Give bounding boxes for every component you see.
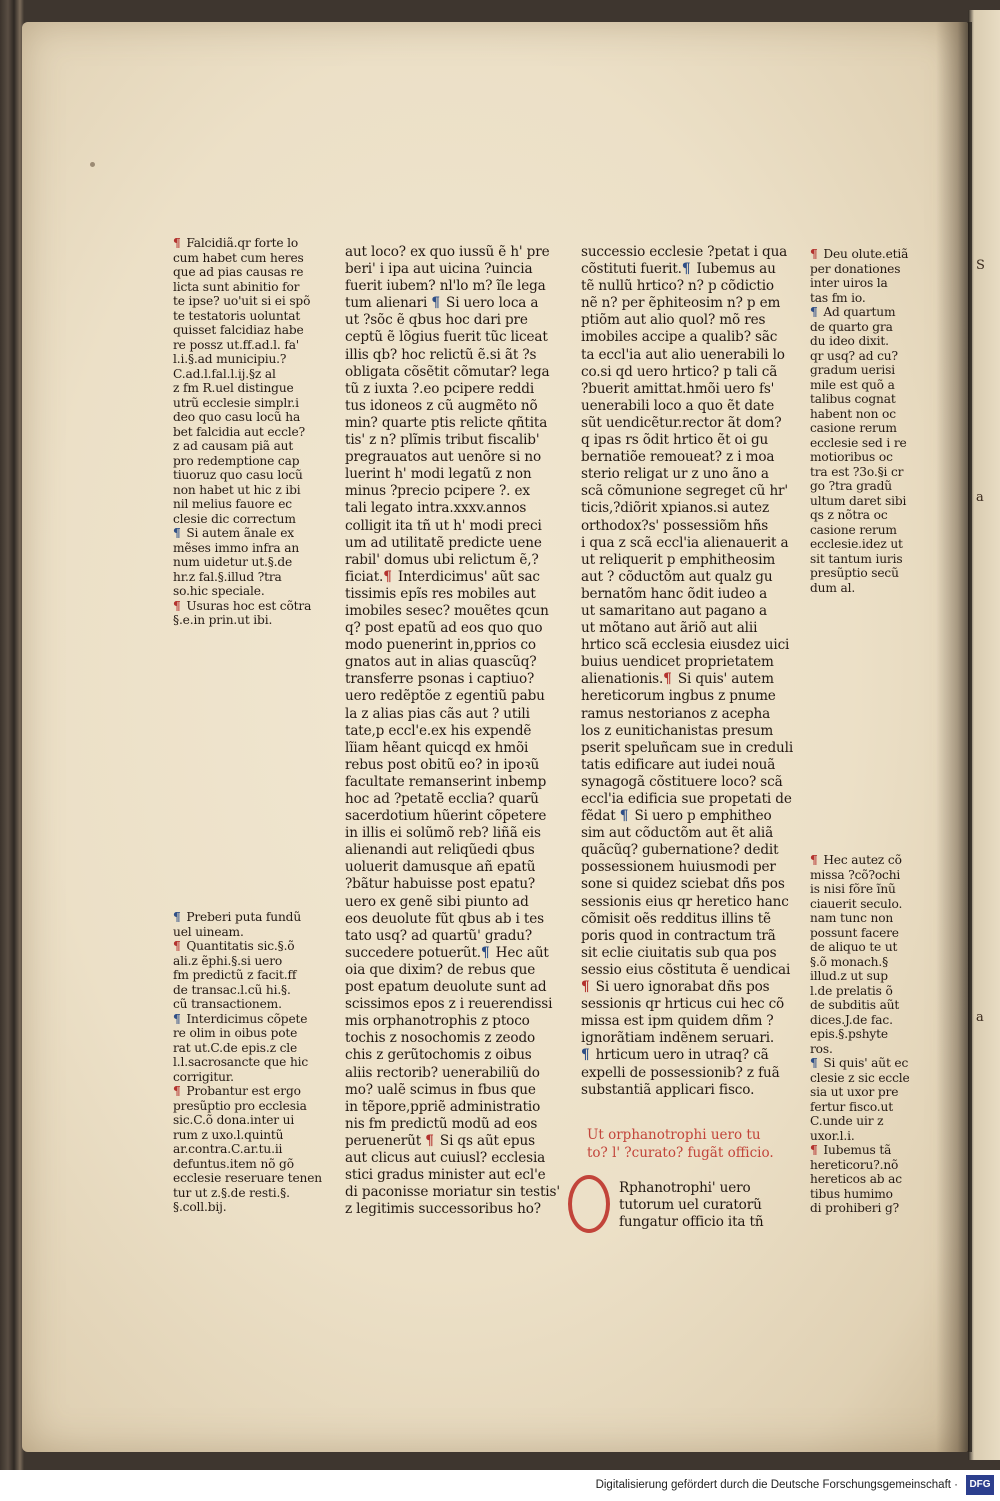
text-line: defuntus.item nõ gõ bbox=[173, 1156, 294, 1171]
text-line: gradum uerisi bbox=[810, 363, 895, 377]
paragraph-mark-icon: ¶ bbox=[173, 1084, 181, 1098]
text-line: is nisi fõre ĩnũ bbox=[810, 882, 896, 896]
text-line: ciauerit seculo. bbox=[810, 896, 903, 911]
text-line: motioribus oc bbox=[810, 450, 893, 464]
text-line: ecclesie sed i re bbox=[810, 435, 907, 450]
text-line: chis z gerũtochomis z oibus bbox=[345, 1047, 532, 1064]
text-line: ceptũ ẽ lõgius fuerit tũc liceat bbox=[345, 329, 548, 346]
facing-page-fragment: S bbox=[976, 258, 985, 273]
text-line: poris quod in contractum trã bbox=[581, 927, 776, 944]
text-line: ficiat.¶ Interdicimus' aũt sac bbox=[345, 568, 540, 585]
text-line: tutorum uel curatorũ bbox=[619, 1197, 762, 1214]
text-line: scissimos epos z i reuerendissi bbox=[345, 996, 553, 1013]
paragraph-mark-icon: ¶ bbox=[173, 1011, 181, 1026]
paragraph-mark-icon: ¶ bbox=[810, 853, 818, 867]
main-text-column-2 bbox=[581, 244, 793, 1099]
text-line: peruenerũt ¶ Si qs aũt epus bbox=[345, 1132, 535, 1149]
text-line: ut mõtano aut ãriõ aut alii bbox=[581, 620, 758, 637]
text-line: du ideo dixit. bbox=[810, 334, 889, 348]
text-line: ¶ Usuras hoc est cõtra bbox=[173, 598, 312, 613]
text-line: colligit ita tñ ut h' modi preci bbox=[345, 517, 542, 534]
text-line: missa ?cõ?ochi bbox=[810, 867, 901, 882]
text-line: quisset falcidiaz habe bbox=[173, 323, 304, 337]
text-line: cũ transactionem. bbox=[173, 997, 282, 1011]
text-line: hoc ad ?petatẽ ecclia? quarũ bbox=[345, 791, 539, 807]
text-line: presũptio pro ecclesia bbox=[173, 1098, 307, 1113]
text-line: tũ z iuxta ?.eo pcipere reddi bbox=[345, 380, 535, 397]
paragraph-mark-icon: ¶ bbox=[173, 939, 181, 953]
text-line: eccl'ia edificia sue propetati de bbox=[581, 791, 792, 807]
text-line: obligata cõsẽtit cõmutar? lega bbox=[345, 363, 550, 380]
text-line: rum z uxo.l.quintũ bbox=[173, 1127, 284, 1142]
text-line: cõmisit oẽs redditus illins tẽ bbox=[581, 910, 771, 927]
text-line: ut reliquerit p emphitheosim bbox=[581, 551, 776, 568]
text-line: ¶ hrticum uero in utraq? cã bbox=[581, 1047, 769, 1064]
text-line: nis fm predictũ modũ ad eos bbox=[345, 1115, 538, 1132]
text-line: l.l.sacrosancte que hic bbox=[173, 1055, 309, 1069]
text-line: scã cõmunione segreget cũ hr' bbox=[581, 483, 788, 500]
text-line: uoluerit damusque añ epatũ bbox=[345, 859, 536, 876]
text-line: q ipas rs õdit hrtico ẽt oi gu bbox=[581, 432, 769, 449]
text-line: post epatum deuolute sunt ad bbox=[345, 979, 547, 996]
text-line: casione rerum bbox=[810, 421, 897, 435]
text-line: ut ?sõc ẽ qbus hoc dari pre bbox=[345, 312, 528, 329]
text-line: sic.C.õ dona.inter ui bbox=[173, 1113, 295, 1127]
text-line: z ad causam piã aut bbox=[173, 439, 294, 453]
text-line: sone si quidez sciebat dñs pos bbox=[581, 876, 785, 893]
gloss-right-top bbox=[810, 247, 908, 595]
text-line: mẽses immo infra an bbox=[173, 540, 300, 555]
text-line: de transac.l.cũ hi.§. bbox=[173, 982, 291, 997]
text-line: qr usq? ad cu? bbox=[810, 348, 898, 363]
text-line: nil melius fauore ec bbox=[173, 497, 292, 511]
gloss-left-bottom bbox=[173, 910, 322, 1215]
text-line: cõstituti fuerit.¶ Iubemus au bbox=[581, 261, 776, 278]
paragraph-mark-icon: ¶ bbox=[581, 979, 590, 996]
text-line: succedere potuerũt.¶ Hec aũt bbox=[345, 944, 549, 961]
rubric-heading-line-1: Ut orphanotrophi uero tu bbox=[587, 1127, 761, 1143]
text-line: mile est quõ a bbox=[810, 377, 895, 392]
text-line: hereticoru?.nõ bbox=[810, 1157, 899, 1172]
text-line: ¶ Si autem ãnale ex bbox=[173, 526, 295, 540]
paragraph-mark-icon: ¶ bbox=[173, 910, 181, 924]
text-line: tur ut z.§.de resti.§. bbox=[173, 1185, 290, 1200]
page-gutter-shadow bbox=[936, 22, 972, 1452]
text-line: tate,p eccl'e.ex his expendẽ bbox=[345, 722, 532, 739]
main-text-column-1 bbox=[345, 244, 560, 1218]
text-line: aut loco? ex quo iussũ ẽ h' pre bbox=[345, 244, 550, 260]
text-line: ¶ Ad quartum bbox=[810, 305, 896, 319]
text-line: aliis rectorib? uenerabiliũ do bbox=[345, 1064, 540, 1081]
facing-page-fragment: a bbox=[976, 1010, 984, 1025]
text-line: de quarto gra bbox=[810, 319, 893, 334]
text-line: bernatiõe remoueat? z i moa bbox=[581, 449, 775, 466]
funding-credit: Digitalisierung gefördert durch die Deutsche Forschungsgemeinschaft · bbox=[595, 1479, 958, 1491]
text-line: bet falcidia aut eccle? bbox=[173, 424, 305, 439]
text-line: stici gradus minister aut ecl'e bbox=[345, 1167, 546, 1184]
paragraph-mark-icon: ¶ bbox=[810, 1143, 818, 1157]
text-line: sacerdotium hũerint cõpetere bbox=[345, 808, 547, 825]
text-line: fungatur officio ita tñ bbox=[619, 1214, 764, 1231]
dfg-logo: DFG bbox=[966, 1475, 994, 1495]
text-line: ¶ Quantitatis sic.§.õ bbox=[173, 939, 295, 953]
text-line: tochis z nosochomis z zeodo bbox=[345, 1030, 536, 1047]
text-line: tissimis epĩs res mobiles aut bbox=[345, 585, 536, 602]
text-line: Rphanotrophi' uero bbox=[619, 1180, 751, 1196]
text-line: corrigitur. bbox=[173, 1069, 234, 1084]
text-line: z fm R.uel distingue bbox=[173, 381, 294, 395]
text-line: ¶ Deu olute.etiã bbox=[810, 247, 909, 261]
text-line: epis.§.pshyte bbox=[810, 1027, 888, 1041]
footer-bar bbox=[0, 1470, 1000, 1501]
paragraph-mark-icon: ¶ bbox=[173, 598, 181, 613]
text-line: C.unde uir z bbox=[810, 1114, 884, 1128]
text-line: ros. bbox=[810, 1041, 833, 1056]
paragraph-mark-icon: ¶ bbox=[663, 671, 672, 688]
text-line: hr.z fal.§.illud ?tra bbox=[173, 569, 282, 584]
text-line: l.i.§.ad municipiu.? bbox=[173, 352, 287, 366]
paragraph-mark-icon: ¶ bbox=[383, 568, 392, 585]
text-line: aut ? cõductõm aut qualz gu bbox=[581, 568, 773, 585]
text-line: l.de prelatis õ bbox=[810, 983, 893, 998]
text-line: in tẽpore,ppriẽ administratio bbox=[345, 1098, 541, 1115]
paragraph-mark-icon: ¶ bbox=[480, 944, 490, 961]
text-line: ecclesie reseruare tenen bbox=[173, 1171, 322, 1185]
text-line: tas fm io. bbox=[810, 290, 866, 305]
text-line: q? post epatũ ad eos quo quo bbox=[345, 620, 543, 637]
text-line: lĩiam hẽant quicqd ex hmõi bbox=[345, 739, 529, 756]
text-line: fẽdat ¶ Si uero p emphitheo bbox=[581, 808, 772, 825]
text-line: co.si qd uero hrtico? p tali cã bbox=[581, 363, 778, 380]
text-line: los z eunitichanistas presum bbox=[581, 722, 774, 739]
text-line: uero redẽptõe z egentiũ pabu bbox=[345, 688, 545, 705]
text-line: hereticorum ingbus z pnume bbox=[581, 688, 776, 705]
text-line: non habet ut hic z ibi bbox=[173, 482, 301, 497]
gloss-right-bottom bbox=[810, 853, 910, 1216]
paragraph-mark-icon: ¶ bbox=[810, 247, 818, 261]
text-line: inter uiros la bbox=[810, 276, 888, 290]
text-line: ali.z ẽphi.§.si uero bbox=[173, 953, 283, 968]
text-line: mis orphanotrophis z ptoco bbox=[345, 1013, 530, 1030]
paragraph-mark-icon: ¶ bbox=[619, 808, 629, 825]
text-line: utrũ ecclesie simplr.i bbox=[173, 395, 299, 410]
text-line: fuerit iubem? nl'lo m? ĩle lega bbox=[345, 278, 546, 295]
text-line: num uidetur ut.§.de bbox=[173, 555, 293, 569]
text-line: ptiõm aut alio quol? mõ res bbox=[581, 312, 766, 329]
text-line: ta eccl'ia aut alio uenerabili lo bbox=[581, 346, 785, 363]
text-line: deo quo casu locũ ha bbox=[173, 410, 301, 424]
text-line: tum alienari ¶ Si uero loca a bbox=[345, 295, 539, 312]
text-line: per donationes bbox=[810, 261, 901, 276]
text-line: quãcũq? gubernatione? dedit bbox=[581, 842, 779, 859]
paragraph-mark-icon: ¶ bbox=[810, 1056, 818, 1070]
text-line: §.coll.bij. bbox=[173, 1200, 227, 1214]
text-line: habent non oc bbox=[810, 406, 896, 421]
text-line: ¶ Si quis' aũt ec bbox=[810, 1056, 909, 1070]
text-line: possunt facere bbox=[810, 925, 899, 940]
text-line: minus ?precio pcipere ?. ex bbox=[345, 483, 530, 500]
text-line: eos deuolute fũt qbus ab i tes bbox=[345, 910, 544, 927]
text-line: rat ut.C.de epis.z cle bbox=[173, 1040, 298, 1055]
text-line: tis' z n? plĩmis tribut fiscalib' bbox=[345, 432, 540, 449]
text-line: ?buerit amittat.hmõi uero fs' bbox=[581, 380, 775, 397]
text-line: tato usq? ad quartũ' gradu? bbox=[345, 927, 533, 944]
paragraph-mark-icon: ¶ bbox=[431, 295, 440, 312]
text-line: alienationis.¶ Si quis' autem bbox=[581, 671, 774, 688]
text-line: buius uendicet proprietatem bbox=[581, 654, 774, 671]
text-line: tẽ nullũ hrtico? n? p cõdictio bbox=[581, 278, 774, 295]
text-line: uenerabili loco a quo ẽt date bbox=[581, 397, 775, 414]
text-line: hereticos ab ac bbox=[810, 1172, 902, 1186]
text-line: aut clicus aut cuiusl? ecclesia bbox=[345, 1149, 546, 1166]
page-mark bbox=[90, 162, 95, 167]
text-line: nẽ n? per ẽphiteosim n? p em bbox=[581, 295, 781, 312]
text-line: di prohiberi g? bbox=[810, 1201, 899, 1215]
text-line: ¶ Si uero ignorabat dñs pos bbox=[581, 979, 770, 996]
main-text-column-2-continued bbox=[619, 1180, 763, 1231]
text-line: luerint h' modi legatũ z non bbox=[345, 466, 532, 483]
text-line: te testatoris uoluntat bbox=[173, 308, 301, 323]
text-line: oia que dixim? de rebus que bbox=[345, 961, 536, 978]
text-line: ecclesie.idez ut bbox=[810, 537, 903, 551]
text-line: mo? ualẽ scimus in fbus que bbox=[345, 1081, 536, 1098]
text-line: pro redemptione cap bbox=[173, 453, 300, 468]
text-line: sit tantum iuris bbox=[810, 551, 903, 566]
decorated-initial-o bbox=[568, 1175, 610, 1233]
text-line: tiuoruz quo casu locũ bbox=[173, 468, 303, 482]
text-line: dices.J.de fac. bbox=[810, 1012, 893, 1027]
text-line: fm predictũ z facit.ff bbox=[173, 968, 297, 982]
paragraph-mark-icon: ¶ bbox=[425, 1132, 434, 1149]
paragraph-mark-icon: ¶ bbox=[173, 236, 181, 250]
text-line: expelli de possessionib? z fuã bbox=[581, 1064, 780, 1081]
text-line: §.e.in prin.ut ibi. bbox=[173, 613, 273, 627]
text-line: alienandi aut reliqũedi qbus bbox=[345, 842, 535, 859]
text-line: sessio eius cõstituta ẽ uendicai bbox=[581, 961, 791, 978]
text-line: um ad utilitatẽ predicte uene bbox=[345, 534, 542, 551]
text-line: transferre psonas i captiuo? bbox=[345, 671, 535, 688]
text-line: sit eclie ciuitatis sub qua pos bbox=[581, 944, 777, 961]
text-line: §.õ monach.§ bbox=[810, 954, 889, 969]
text-line: pserit speluñcam sue in creduli bbox=[581, 739, 794, 756]
text-line: re olim in oibus pote bbox=[173, 1026, 298, 1040]
text-line: orthodox?s' possessiõm hñs bbox=[581, 517, 769, 534]
text-line: di paconisse moriatur sin testis' bbox=[345, 1184, 560, 1201]
text-line: uel uineam. bbox=[173, 924, 244, 939]
text-line: sessionis qr hrticus cui hec cõ bbox=[581, 996, 785, 1013]
text-line: ¶ Preberi puta fundũ bbox=[173, 910, 302, 924]
text-line: sessionis eius qr heretico hanc bbox=[581, 893, 789, 910]
text-line: successio ecclesie ?petat i qua bbox=[581, 244, 788, 260]
text-line: clesie dic correctum bbox=[173, 511, 296, 526]
text-line: sterio religat ur z uno ãno a bbox=[581, 466, 769, 483]
text-line: rebus post obitũ eo? in ipoꝛũ bbox=[345, 756, 540, 773]
text-line: go ?tra gradũ bbox=[810, 479, 893, 493]
paragraph-mark-icon: ¶ bbox=[810, 305, 818, 319]
text-line: C.ad.l.fal.l.ij.§z al bbox=[173, 366, 276, 381]
text-line: ?bãtur habuisse post epatu? bbox=[345, 876, 536, 893]
text-line: presũptio secũ bbox=[810, 566, 899, 580]
text-line: min? quarte ptis relicte qñtita bbox=[345, 414, 548, 431]
text-line: re possz ut.ff.ad.l. fa' bbox=[173, 337, 300, 352]
text-line: illud.z ut sup bbox=[810, 969, 888, 983]
text-line: tali legato intra.xxxv.annos bbox=[345, 500, 527, 517]
text-line: gnatos aut in alias quascũq? bbox=[345, 654, 537, 671]
text-line: que ad pias causas re bbox=[173, 265, 304, 279]
facing-page-fragment: a bbox=[976, 490, 984, 505]
text-line: z legitimis successoribus ho? bbox=[345, 1201, 541, 1218]
text-line: te ipse? uo'uit si ei spõ bbox=[173, 294, 311, 308]
text-line: tatis edificare aut iudei nouã bbox=[581, 756, 776, 773]
text-line: ¶ Iubemus tã bbox=[810, 1143, 892, 1157]
text-line: ar.contra.C.ar.tu.ii bbox=[173, 1142, 283, 1156]
text-line: substantiã applicari fisco. bbox=[581, 1081, 755, 1098]
text-line: tibus humimo bbox=[810, 1186, 893, 1201]
text-line: ¶ Probantur est ergo bbox=[173, 1084, 301, 1098]
text-line: in illis ei solũmõ reb? liñã eis bbox=[345, 825, 541, 842]
text-line: ¶ Falcidiã.qr forte lo bbox=[173, 236, 299, 250]
text-line: ramus nestorianos z acepha bbox=[581, 705, 771, 722]
text-line: casione rerum bbox=[810, 522, 897, 537]
gloss-left-top bbox=[173, 236, 311, 628]
text-line: modo puenerint in,pprios co bbox=[345, 637, 536, 654]
text-line: bernatõm hanc õdit iudeo a bbox=[581, 585, 768, 602]
text-line: missa est ipm quidem dñm ? bbox=[581, 1013, 774, 1030]
text-line: possessionem huiusmodi per bbox=[581, 859, 776, 876]
text-line: nam tunc non bbox=[810, 911, 894, 925]
text-line: de subditis aũt bbox=[810, 998, 900, 1012]
text-line: synagogã cõstituere loco? scã bbox=[581, 773, 783, 790]
text-line: so.hic speciale. bbox=[173, 584, 265, 598]
paragraph-mark-icon: ¶ bbox=[681, 261, 691, 278]
text-line: i qua z scã eccl'ia alienauerit a bbox=[581, 534, 789, 551]
text-line: pregrauatos aut uenõre si no bbox=[345, 449, 541, 466]
text-line: qs z nõtra oc bbox=[810, 508, 888, 522]
text-line: cum habet cum heres bbox=[173, 250, 304, 265]
text-line: sim aut cõductõm aut ẽt aliã bbox=[581, 825, 774, 842]
text-line: talibus cognat bbox=[810, 392, 896, 406]
text-line: imobiles sesec? mouẽtes qcun bbox=[345, 602, 549, 619]
paragraph-mark-icon: ¶ bbox=[173, 526, 181, 540]
text-line: sũt uendicẽtur.rector ãt dom? bbox=[581, 414, 782, 431]
text-line: uero ex genẽ sibi piunto ad bbox=[345, 893, 529, 910]
text-line: ¶ Interdicimus cõpete bbox=[173, 1011, 308, 1026]
text-line: facultate remanserint inbemp bbox=[345, 773, 547, 790]
text-line: hrtico scã ecclesia eiusdez uici bbox=[581, 637, 790, 654]
text-line: sia ut uxor pre bbox=[810, 1085, 899, 1099]
text-line: illis qb? hoc relictũ ẽ.si ãt ?s bbox=[345, 346, 537, 363]
text-line: rabil' domus ubi relictum ẽ,? bbox=[345, 551, 539, 568]
text-line: ultum daret sibi bbox=[810, 493, 907, 508]
text-line: fertur fisco.ut bbox=[810, 1099, 893, 1114]
text-line: uxor.l.i. bbox=[810, 1128, 855, 1143]
text-line: ¶ Hec autez cõ bbox=[810, 853, 902, 867]
text-line: clesie z sic eccle bbox=[810, 1070, 910, 1085]
rubric-heading-line-2: to? l' ?curato? fugãt officio. bbox=[587, 1145, 774, 1161]
text-line: la z alias pias cãs aut ? utili bbox=[345, 705, 530, 722]
text-line: ticis,?diõrit xpianos.si autez bbox=[581, 500, 769, 517]
text-line: beri' i ipa aut uicina ?uincia bbox=[345, 261, 533, 278]
facing-page-edge bbox=[968, 10, 1000, 1460]
text-line: ut samaritano aut pagano a bbox=[581, 602, 768, 619]
text-line: tra est ?3o.§i cr bbox=[810, 464, 904, 479]
text-line: dum al. bbox=[810, 580, 856, 595]
paragraph-mark-icon: ¶ bbox=[581, 1047, 590, 1064]
text-line: imobiles accipe a qualib? sãc bbox=[581, 329, 778, 346]
text-line: ignorãtiam indẽnem seruari. bbox=[581, 1030, 775, 1047]
text-line: licta sunt abinitio for bbox=[173, 279, 300, 294]
text-line: de aliquo te ut bbox=[810, 940, 898, 954]
text-line: tus idoneos z cũ augmẽto nõ bbox=[345, 397, 538, 414]
